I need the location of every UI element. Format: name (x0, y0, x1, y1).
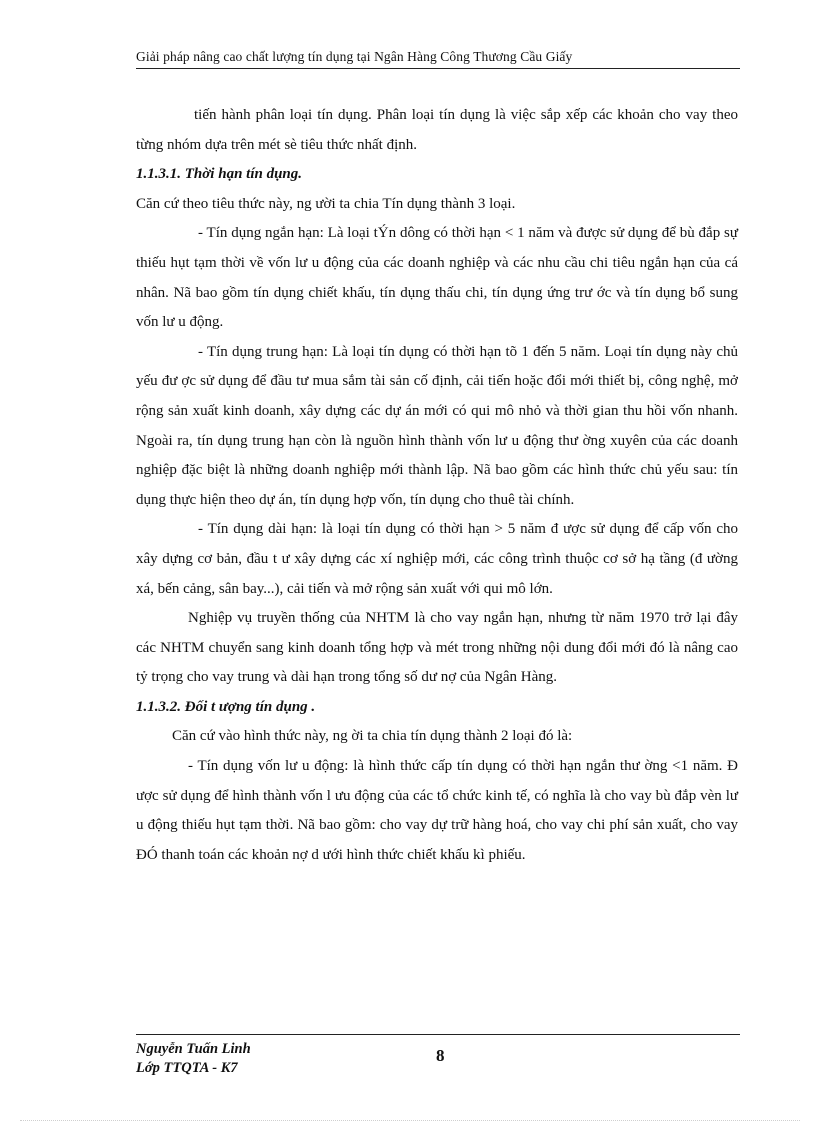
running-header: Giải pháp nâng cao chất lượng tín dụng tại Ngân Hàng Công Thương Cầu Giấy (136, 49, 573, 64)
paragraph-classification: Căn cứ theo tiêu thức này, ng ười ta chia Tín dụng thành 3 loại. (136, 195, 516, 212)
page-edge-dotted-line (20, 1120, 800, 1121)
paragraph-long-term: - Tín dụng dài hạn: là loại tín dụng có thời hạn > 5 năm đ ược sử dụng để cấp vốn cho xây dựng cơ bản, đầu t ư xây dựng các xí nghiệp mới, các công trình thuộc cơ sở hạ tầng (đ ường xá, bến cảng, sân bay...), cải tiến và mở rộng sản xuất với qui mô lớn. (136, 521, 738, 597)
author-class: Lớp TTQTA - K7 (136, 1060, 238, 1076)
paragraph-object-classification: Căn cứ vào hình thức này, ng ời ta chia tín dụng thành 2 loại đó là: (172, 728, 573, 745)
paragraph-intro: tiến hành phân loại tín dụng. Phân loại tín dụng là việc sắp xếp các khoản cho vay theo từng nhóm dựa trên mét sè tiêu thức nhất định. (136, 107, 738, 153)
author-name: Nguyễn Tuấn Linh (136, 1041, 251, 1057)
paragraph-short-term: - Tín dụng ngắn hạn: Là loại tÝn dông có thời hạn < 1 năm và được sử dụng để bù đắp sự thiếu hụt tạm thời về vốn lư u động của các doanh nghiệp và các nhu cầu chi tiêu ngắn hạn của cá nhân. Nã bao gồm tín dụng chiết khấu, tín dụng thấu chi, tín dụng ứng trư ớc và tín dụng bổ sung vốn lư u động. (136, 225, 738, 331)
paragraph-traditional: Nghiệp vụ truyền thống của NHTM là cho vay ngắn hạn, nhưng từ năm 1970 trở lại đây các NHTM chuyển sang kinh doanh tổng hợp và mét trong những nội dung đổi mới đó là nâng cao tỷ trọng cho vay trung và dài hạn trong tổng số dư nợ của Ngân Hàng. (136, 610, 738, 686)
header-divider (136, 68, 740, 69)
footer-divider (136, 1034, 740, 1035)
paragraph-medium-term: - Tín dụng trung hạn: Là loại tín dụng có thời hạn tõ 1 đến 5 năm. Loại tín dụng này chủ yếu đư ợc sử dụng để đầu tư mua sắm tài sản cố định, cải tiến hoặc đổi mới thiết bị, công nghệ, mở rộng sản xuất kinh doanh, xây dựng các dự án mới có qui mô nhỏ và thời gian thu hồi vốn nhanh. Ngoài ra, tín dụng trung hạn còn là nguồn hình thành vốn lư u động thư ờng xuyên của các doanh nghiệp đặc biệt là những doanh nghiệp mới thành lập. Nã bao gồm các hình thức chủ yếu sau: tín dụng thực hiện theo dự án, tín dụng hợp vốn, tín dụng cho thuê tài chính. (136, 343, 738, 508)
page-number: 8 (436, 1046, 445, 1065)
section-heading-credit-term: 1.1.3.1. Thời hạn tín dụng. (136, 166, 303, 183)
footer-author-block (136, 1040, 251, 1078)
section-heading-credit-object: 1.1.3.2. Đối t ượng tín dụng . (136, 698, 316, 715)
paragraph-working-capital: - Tín dụng vốn lư u động: là hình thức cấp tín dụng có thời hạn ngắn thư ờng <1 năm. Đ ược sử dụng để hình thành vốn l ưu động của các tổ chức kinh tế, có nghĩa là cho vay bù đắp vèn lư u động thiếu hụt tạm thời. Nã bao gồm: cho vay dự trữ hàng hoá, cho vay chi phí sản xuất, cho vay ĐÓ thanh toán các khoản nợ d ưới hình thức chiết khấu kì phiếu. (136, 758, 738, 863)
page-body (136, 101, 738, 870)
